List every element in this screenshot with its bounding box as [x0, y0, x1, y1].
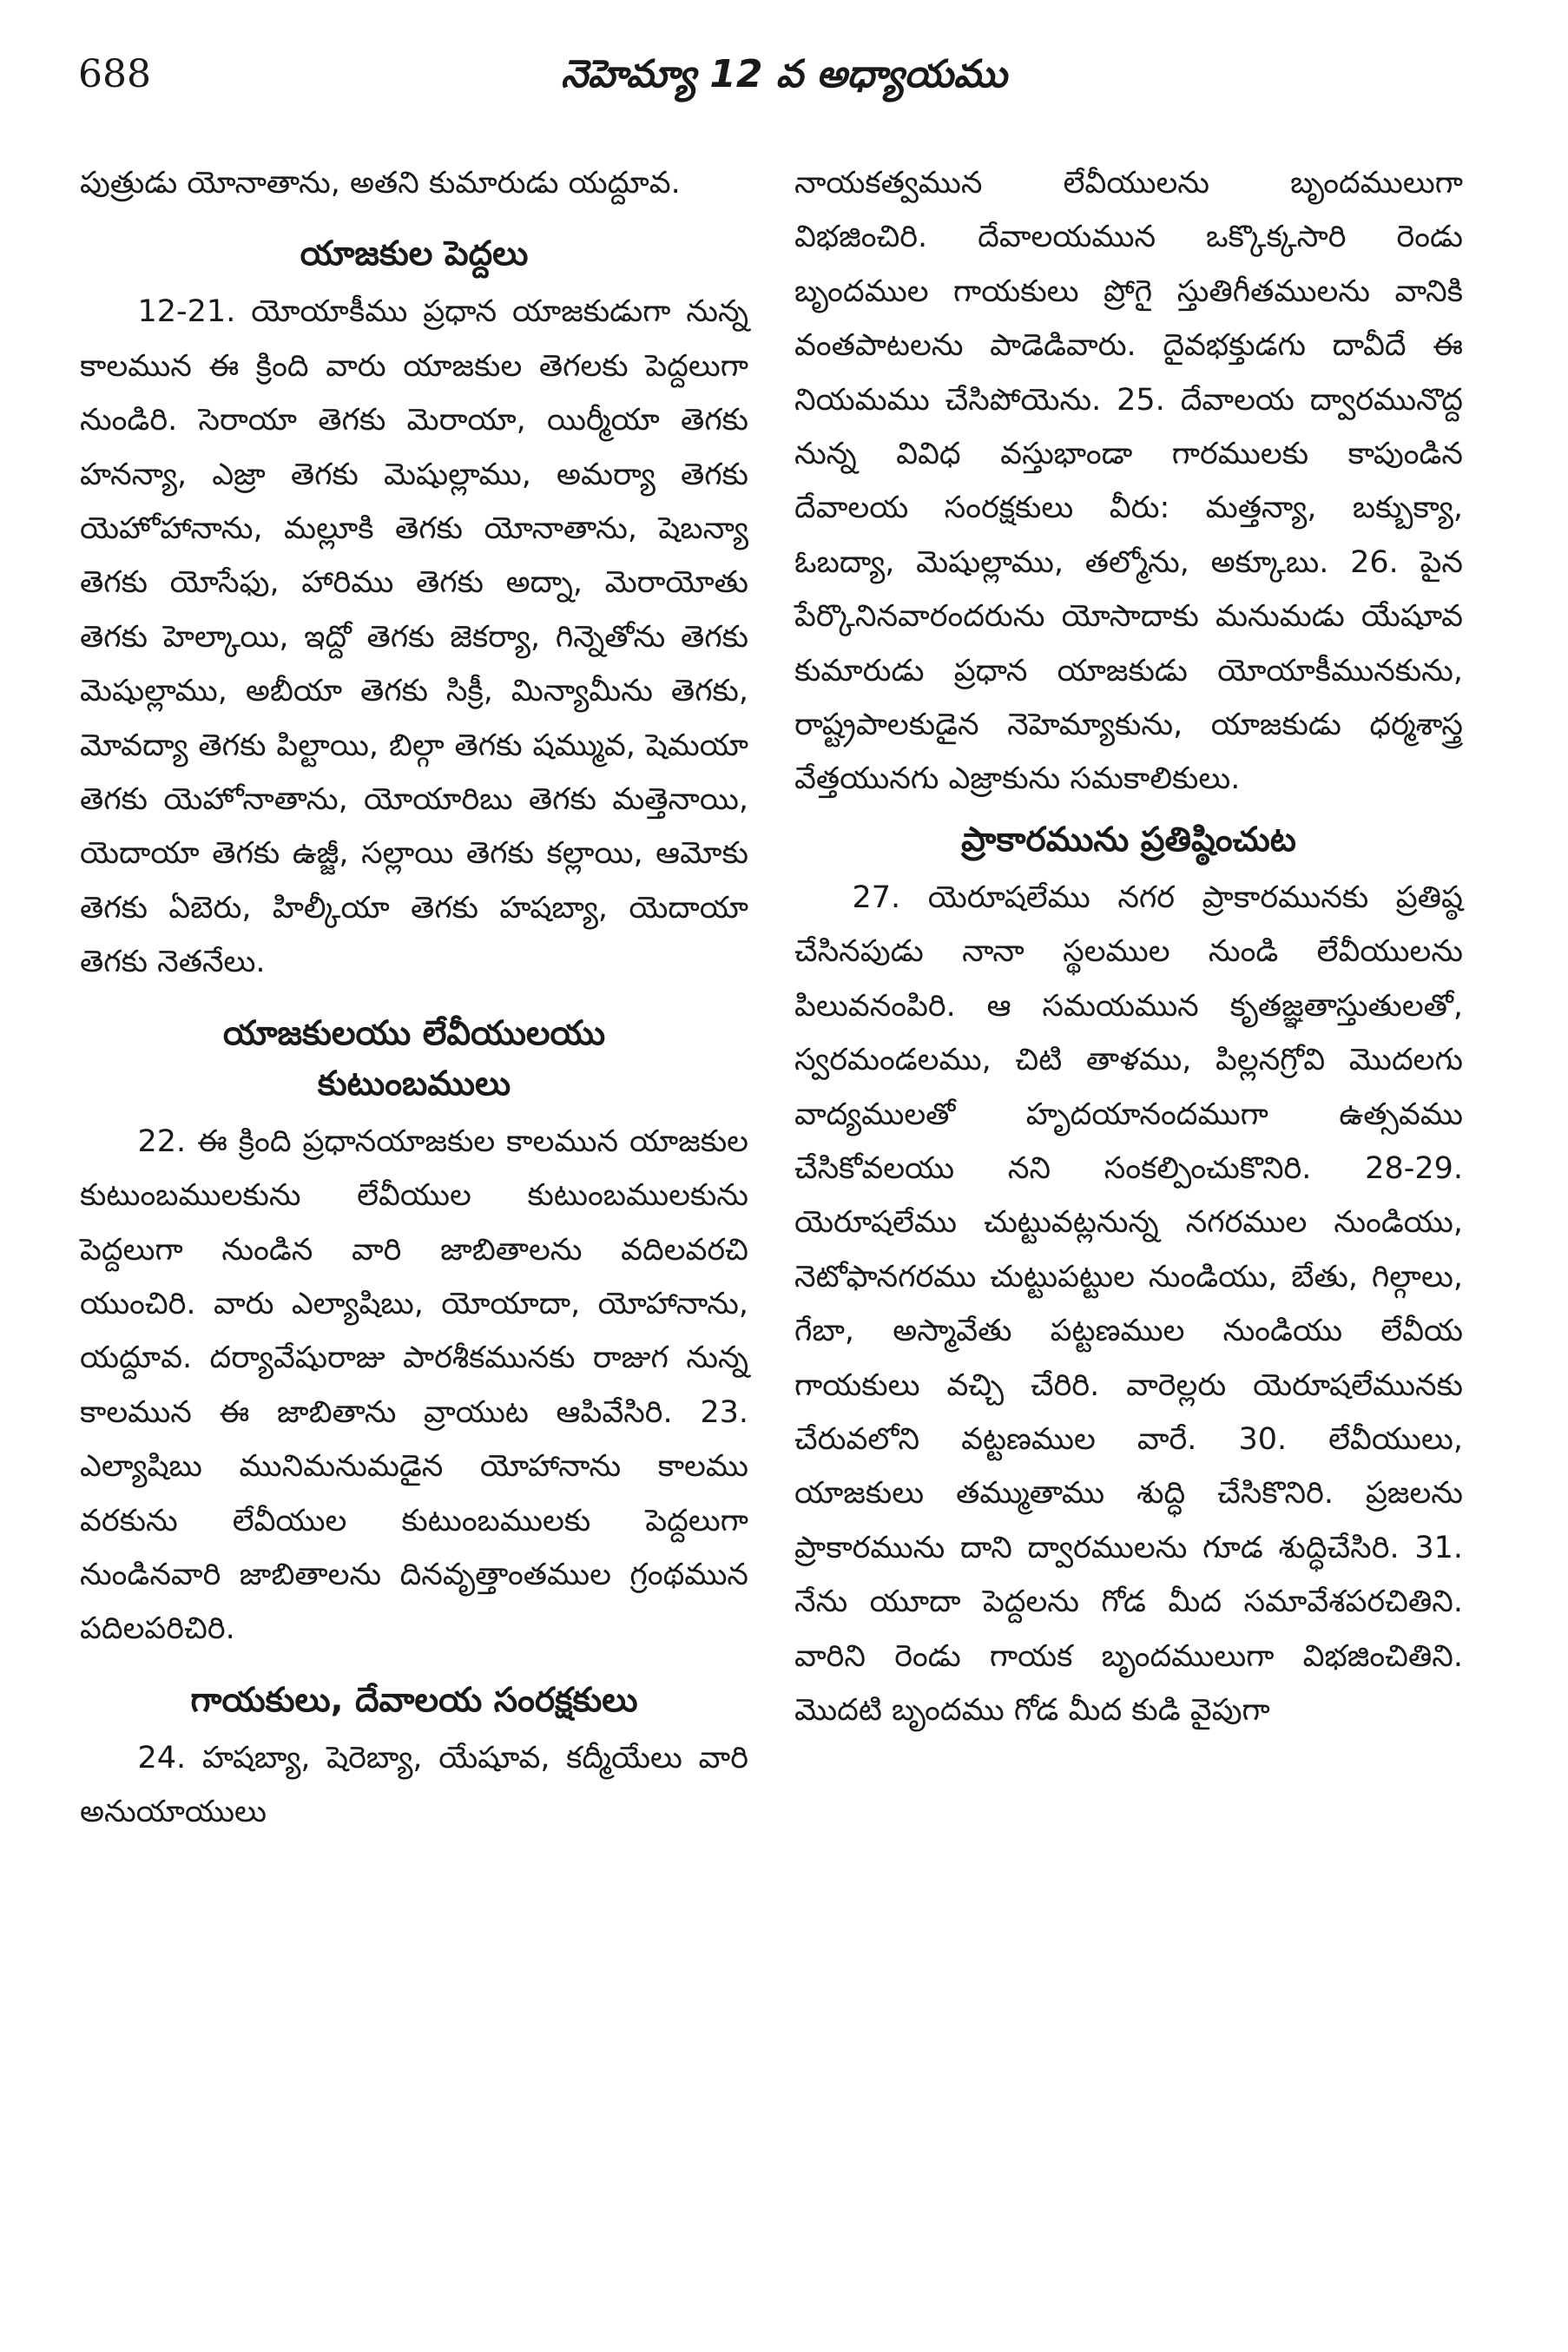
running-title: నెహెమ్యా 12 వ అధ్యాయము: [561, 52, 1007, 96]
paragraph-verses-24-26: నాయకత్వమున లేవీయులను బృందములుగా విభజించిరి. దేవాలయమున ఒక్కొక్కసారి రెండు బృందముల గాయకులు ప్రోగై స్తుతిగీతములను వానికి వంతపాటలను పాడెడివారు. దైవభక్తుడగు దావీదే ఈ నియమము చేసిపోయెను. 25. దేవాలయ ద్వారమునొద్ద నున్న వివిధ వస్తుభాండా గారములకు కాపుండిన దేవాలయ సంరక్షకులు వీరు: మత్తన్యా, బక్బుక్యా, ఓబద్యా, మెషుల్లాము, తల్మోను, అక్కూబు. 26. పైన పేర్కొనినవారందరును యోసాదాకు మనుమడు యేషూవ కుమారుడు ప్రధాన యాజకుడు యోయాకీమునకును, రాష్ట్రపాలకుడైన నెహెమ్యాకును, యాజకుడు ధర్మశాస్త్ర వేత్తయునగు ఎజ్రాకును సమకాలికులు.: [794, 166, 1463, 797]
section-heading-families-line1: యాజకులయు లేవీయులయు: [222, 1013, 606, 1053]
section-heading-priest-elders: యాజకుల పెద్దలు: [300, 234, 529, 274]
section-heading-families: [80, 1009, 748, 1110]
paragraph-verses-12-21: 12-21. యోయాకీము ప్రధాన యాజకుడుగా నున్న కాలమున ఈ క్రింది వారు యాజకుల తెగలకు పెద్దలుగా నుండిరి. సెరాయా తెగకు మెరాయా, యిర్మీయా తెగకు హనన్యా, ఎజ్రా తెగకు మెషుల్లాము, అమర్యా తెగకు యెహోహానాను, మల్లూకి తెగకు యోనాతాను, షెబన్యా తెగకు యోసేఫు, హారిము తెగకు అద్నా, మెరాయోతు తెగకు హెల్కాయి, ఇద్దో తెగకు జెకర్యా, గిన్నెతోను తెగకు మెషుల్లాము, అబీయా తెగకు సిక్రీ, మిన్యామీను తెగకు, మోవద్యా తెగకు పిల్టాయి, బిల్గా తెగకు షమ్మువ, షెమయా తెగకు యెహోనాతాను, యోయారిబు తెగకు మత్తెనాయి, యెదాయా తెగకు ఉజ్జీ, సల్లాయి తెగకు కల్లాయి, ఆమోకు తెగకు ఏబెరు, హిల్కీయా తెగకు హషబ్యా, యెదాయా తెగకు నెతనేలు.: [80, 294, 748, 980]
section-heading-wall-dedication: ప్రాకారమును ప్రతిష్ఠించుట: [961, 820, 1296, 860]
left-column: [80, 156, 748, 1840]
paragraph-verses-27-31: 27. యెరూషలేము నగర ప్రాకారమునకు ప్రతిష్ఠ చేసినపుడు నానా స్థలముల నుండి లేవీయులను పిలువనంపిరి. ఆ సమయమున కృతజ్ఞతాస్తుతులతో, స్వరమండలము, చిటి తాళము, పిల్లనగ్రోవి మొదలగు వాద్యములతో హృదయానందముగా ఉత్సవము చేసికోవలయు నని సంకల్పించుకొనిరి. 28-29. యెరూషలేము చుట్టువట్లనున్న నగరముల నుండియు, నెటోఫానగరము చుట్టుపట్టుల నుండియు, బేతు, గిల్గాలు, గేబా, అస్మావేతు పట్టణముల నుండియు లేవీయ గాయకులు వచ్చి చేరిరి. వారెల్లరు యెరూషలేమునకు చేరువలోని వట్టణముల వారే. 30. లేవీయులు, యాజకులు తమ్ముతాము శుద్ధి చేసికొనిరి. ప్రజలను ప్రాకారమును దాని ద్వారములను గూడ శుద్ధిచేసిరి. 31. నేను యూదా పెద్దలను గోడ మీద సమావేశపరచితిని. వారిని రెండు గాయక బృందములుగా విభజించితిని. మొదటి బృందము గోడ మీద కుడి వైపుగా: [794, 880, 1463, 1728]
page-header: [78, 52, 1490, 113]
page-number: 688: [78, 52, 151, 96]
right-column: [794, 156, 1463, 1737]
section-heading-singers-guards: గాయకులు, దేవాలయ సంరక్షకులు: [190, 1680, 638, 1720]
section-heading-families-line2: కుటుంబములు: [317, 1064, 511, 1104]
paragraph-verse-24: 24. హషబ్యా, షెరెబ్యా, యేషూవ, కద్మీయేలు వారి అనుయాయులు: [80, 1740, 748, 1830]
paragraph-verses-22-23: 22. ఈ క్రింది ప్రధానయాజకుల కాలమున యాజకుల కుటుంబములకును లేవీయుల కుటుంబములకును పెద్దలుగా నుండిన వారి జాబితాలను వదిలవరచి యుంచిరి. వారు ఎల్యాషిబు, యోయాదా, యోహానాను, యద్దూవ. దర్యావేషురాజు పారశీకమునకు రాజుగ నున్న కాలమున ఈ జాబితాను వ్రాయుట ఆపివేసిరి. 23. ఎల్యాషిబు మునిమనుమడైన యోహానాను కాలము వరకును లేవీయుల కుటుంబములకు పెద్దలుగా నుండినవారి జాబితాలను దినవృత్తాంతముల గ్రంథమున పదిలపరిచిరి.: [80, 1123, 748, 1647]
intro-paragraph: పుత్రుడు యోనాతాను, అతని కుమారుడు యద్దూవ.: [80, 166, 681, 201]
